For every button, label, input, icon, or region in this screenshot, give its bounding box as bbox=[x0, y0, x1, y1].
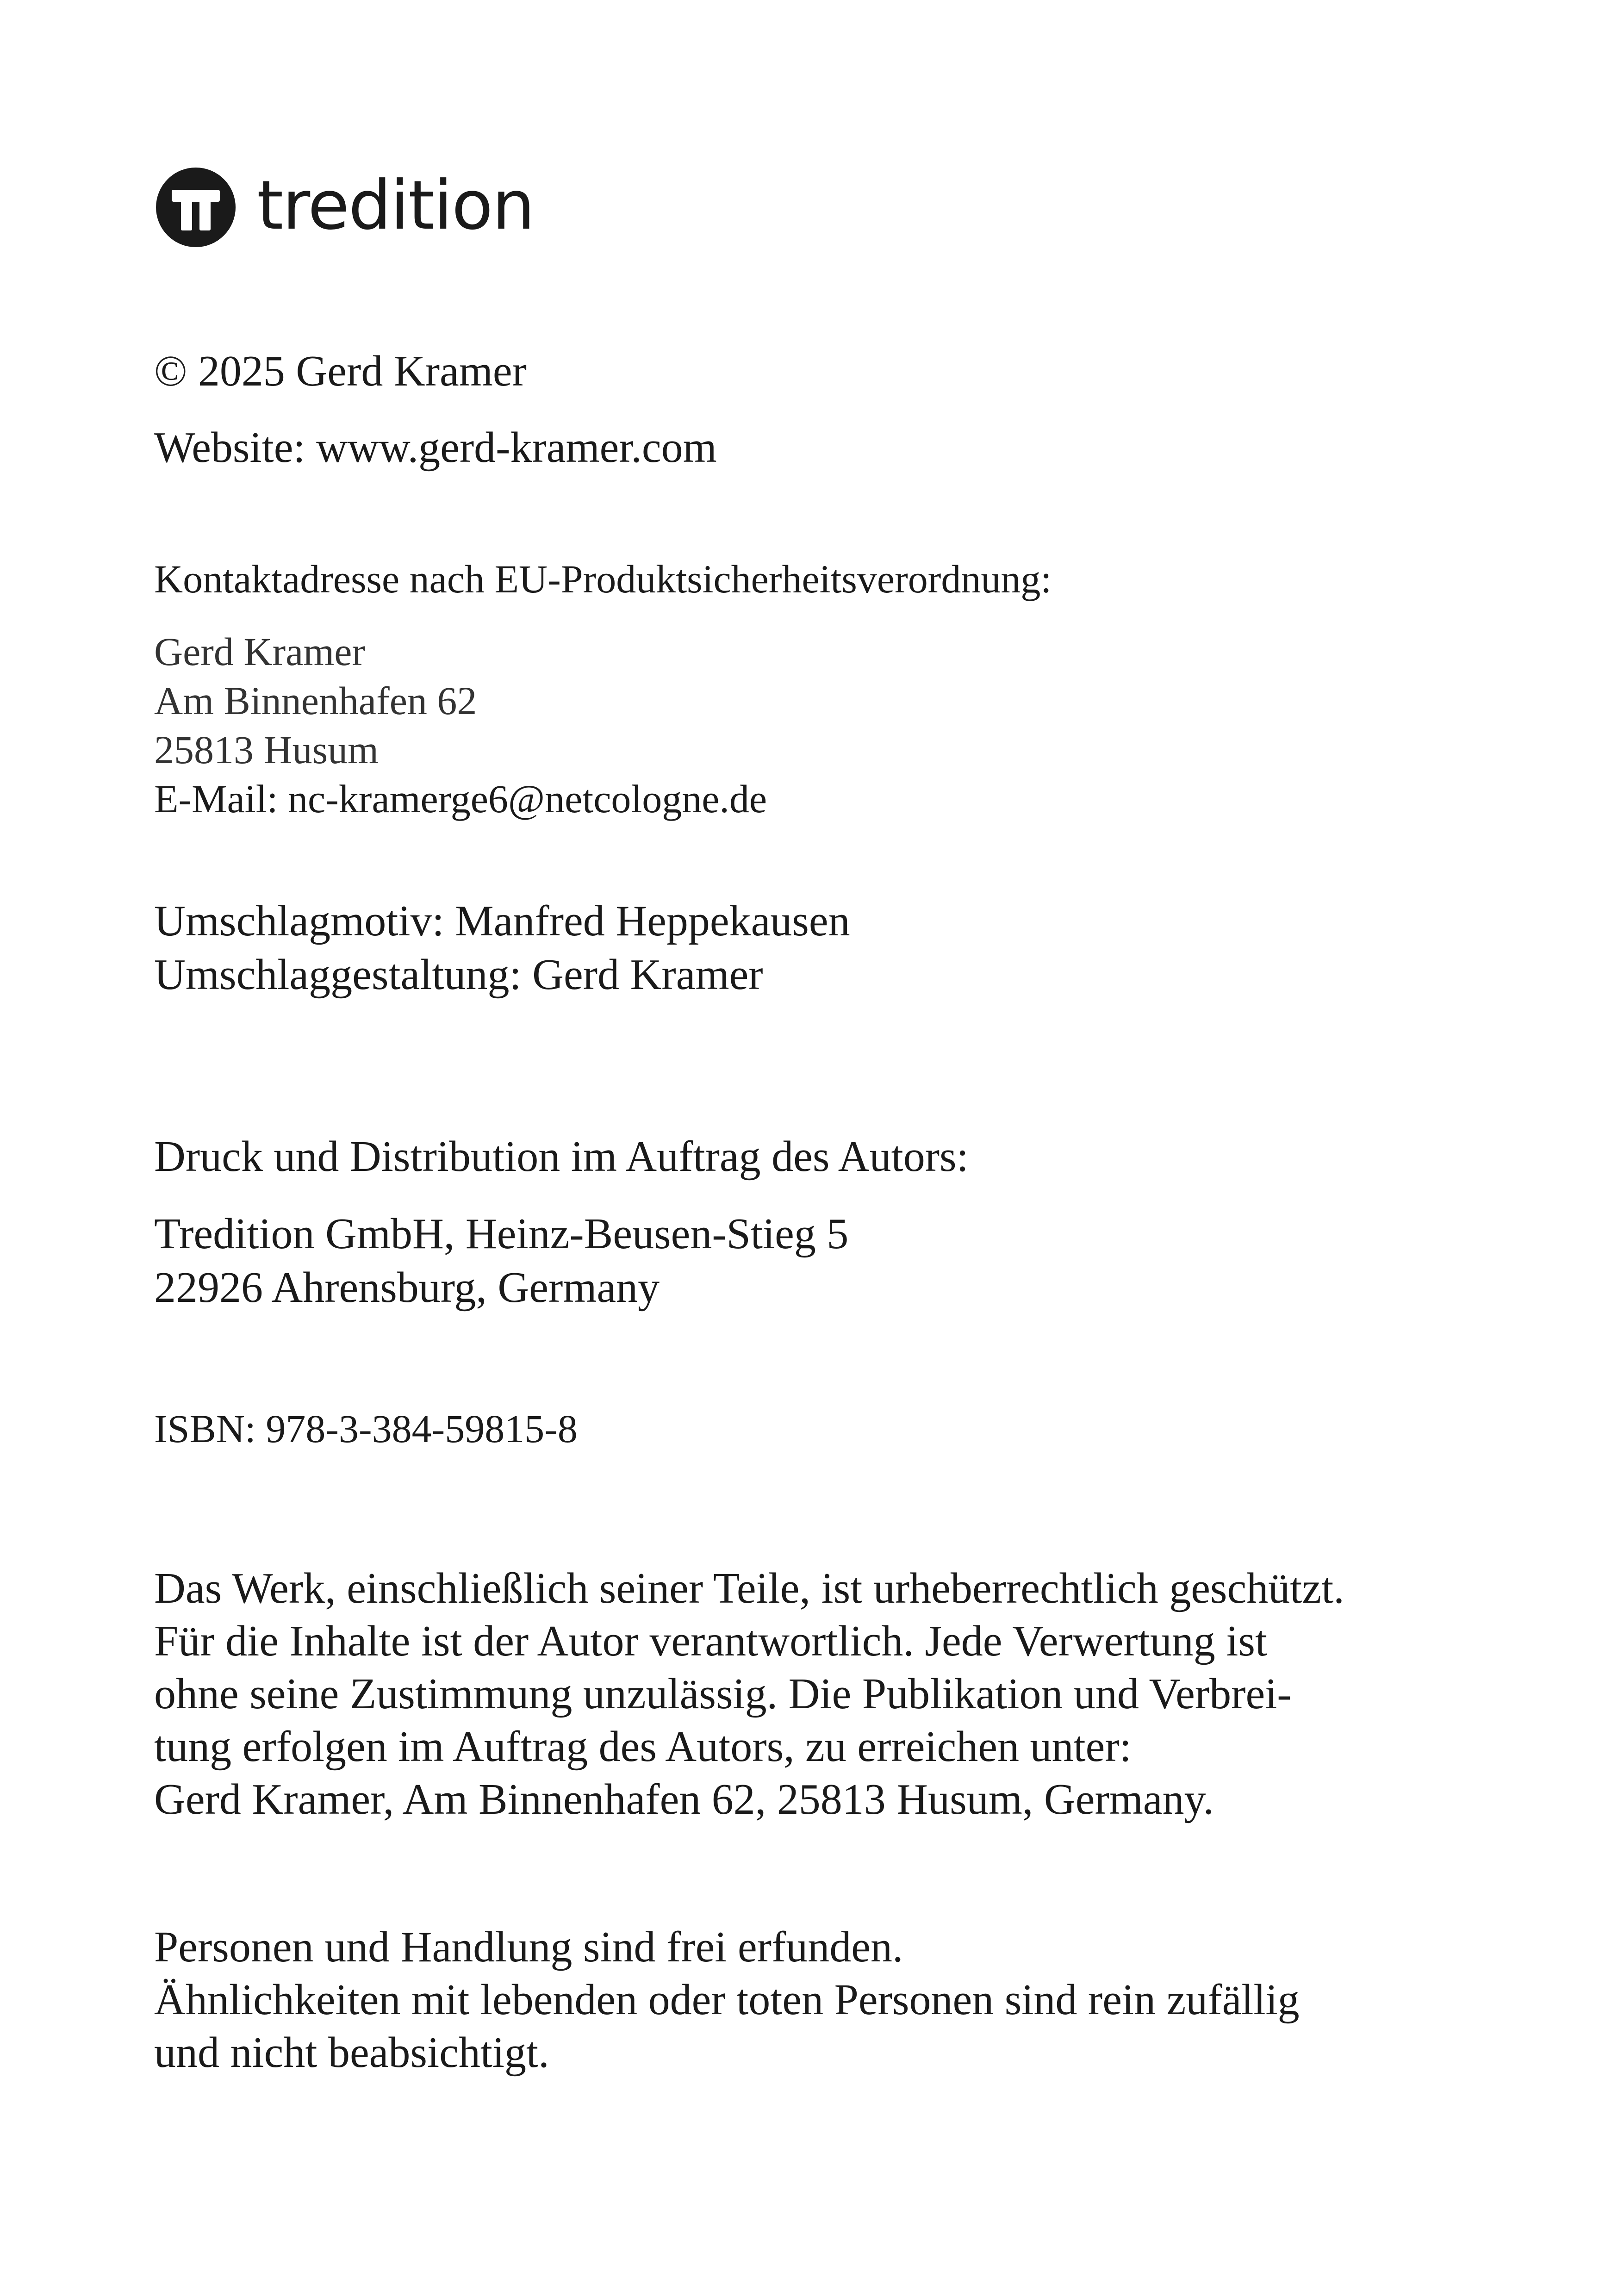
rights-line: tung erfolgen im Auftrag des Autors, zu erreichen unter: bbox=[154, 1723, 1132, 1771]
fiction-line: Personen und Handlung sind frei erfunden. bbox=[154, 1923, 903, 1971]
contact-name: Gerd Kramer bbox=[154, 629, 366, 674]
publisher-logo-text: tredition bbox=[257, 166, 534, 245]
rights-line: ohne seine Zustimmung unzulässig. Die Publikation und Verbrei- bbox=[154, 1670, 1292, 1718]
contact-address bbox=[154, 627, 767, 823]
contact-city: 25813 Husum bbox=[154, 728, 379, 772]
fiction-line: Ähnlichkeiten mit lebenden oder toten Personen sind rein zufällig bbox=[154, 1976, 1300, 2024]
fiction-disclaimer bbox=[154, 1921, 1300, 2079]
cover-design-credit: Umschlaggestaltung: Gerd Kramer bbox=[154, 951, 763, 999]
contact-email: E-Mail: nc-kramerge6@netcologne.de bbox=[154, 777, 767, 821]
rights-line: Für die Inhalte ist der Autor verantwortlich. Jede Verwertung ist bbox=[154, 1617, 1268, 1665]
fiction-line: und nicht beabsichtigt. bbox=[154, 2028, 549, 2077]
isbn: ISBN: 978-3-384-59815-8 bbox=[154, 1406, 578, 1451]
rights-line: Gerd Kramer, Am Binnenhafen 62, 25813 Husum, Germany. bbox=[154, 1775, 1214, 1823]
rights-notice bbox=[154, 1562, 1344, 1826]
cover-motif-credit: Umschlagmotiv: Manfred Heppekausen bbox=[154, 897, 850, 945]
print-heading: Druck und Distribution im Auftrag des Autors: bbox=[154, 1132, 969, 1181]
cover-credits bbox=[154, 894, 850, 1002]
author-website: Website: www.gerd-kramer.com bbox=[154, 423, 717, 472]
printer-city: 22926 Ahrensburg, Germany bbox=[154, 1263, 660, 1312]
copyright-notice: © 2025 Gerd Kramer bbox=[154, 347, 527, 395]
contact-heading: Kontaktadresse nach EU-Produktsicherheitsverordnung: bbox=[154, 557, 1052, 601]
printer-address bbox=[154, 1207, 848, 1314]
contact-street: Am Binnenhafen 62 bbox=[154, 678, 477, 723]
publisher-logo bbox=[154, 166, 534, 249]
printer-name-street: Tredition GmbH, Heinz-Beusen-Stieg 5 bbox=[154, 1210, 849, 1258]
tredition-t-circle-icon bbox=[154, 166, 237, 249]
rights-line: Das Werk, einschließlich seiner Teile, ist urheberrechtlich geschützt. bbox=[154, 1564, 1344, 1612]
